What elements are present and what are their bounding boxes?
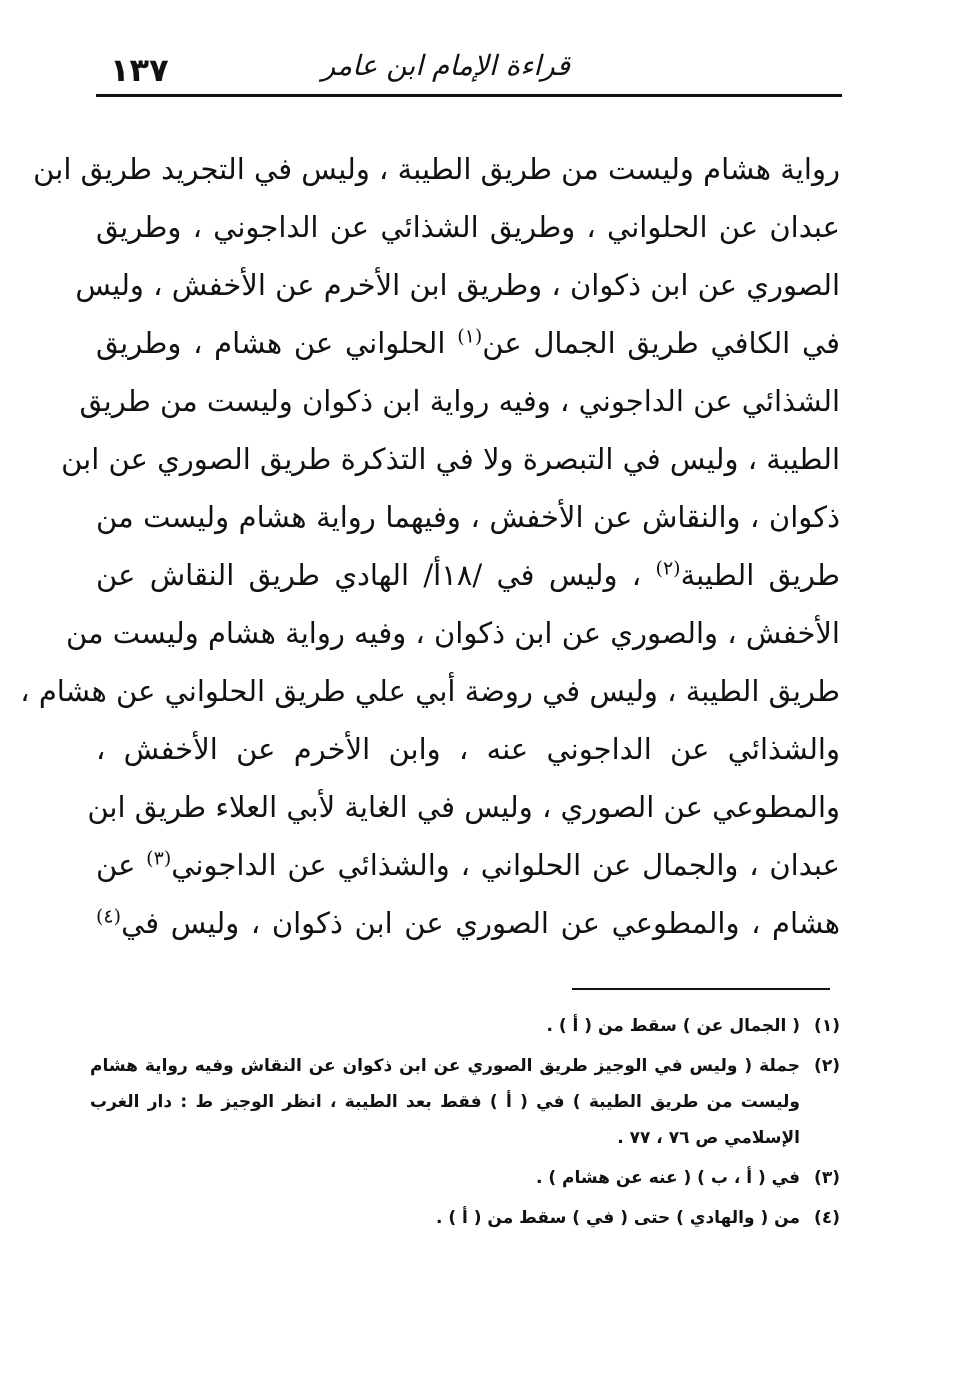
line-text: الصوري عن ابن ذكوان ، وطريق ابن الأخرم عن الأخفش ، وليس <box>75 268 840 302</box>
line-text: والشذائي عن الداجوني عنه ، وابن الأخرم عن الأخفش ، <box>96 732 840 766</box>
page-number: ١٣٧ <box>110 51 169 89</box>
line-text: الأخفش ، والصوري عن ابن ذكوان ، وفيه رواية هشام وليست من <box>65 616 840 650</box>
footnote <box>90 1200 840 1236</box>
text-line <box>96 836 840 894</box>
footnote-body <box>90 1048 800 1156</box>
line-text: طريق الطيبة <box>680 558 840 592</box>
footnotes <box>90 1008 840 1236</box>
footnote <box>90 1008 840 1044</box>
text-line <box>96 198 840 256</box>
line-text: هشام ، والمطوعي عن الصوري عن ابن ذكوان ، وليس في <box>121 906 840 940</box>
footnote-number: (٣) <box>814 1168 840 1188</box>
text-line <box>65 604 840 662</box>
main-text <box>20 140 840 952</box>
line-text: عبدان ، والجمال عن الحلواني ، والشذائي عن الداجوني <box>171 848 840 882</box>
footnote <box>90 1048 840 1156</box>
text-line <box>96 720 840 778</box>
footnote-line: الإسلامي ص ٧٦ ، ٧٧ . <box>617 1128 800 1148</box>
footnote-number: (١) <box>814 1016 840 1036</box>
text-line <box>79 372 840 430</box>
text-line <box>96 488 840 546</box>
text-line <box>20 662 840 720</box>
line-text: الشذائي عن الداجوني ، وفيه رواية ابن ذكوان وليست من طريق <box>79 384 840 418</box>
line-text: الحلواني عن هشام ، وطريق <box>96 326 458 360</box>
footnote-line: وليست من طريق الطيبة ) في ( أ ) فقط بعد الطيبة ، انظر الوجيز ط : دار الغرب <box>90 1092 800 1112</box>
footnote-number: (٤) <box>814 1208 840 1228</box>
footnote-marker: (٣) <box>146 847 172 870</box>
footnote-body <box>90 1160 800 1196</box>
footnote-marker: (١) <box>457 325 483 348</box>
footnote-body <box>90 1008 800 1044</box>
line-text: في الكافي طريق الجمال عن <box>482 326 840 360</box>
footnote-number: (٢) <box>814 1056 840 1076</box>
footnote-marker: (٢) <box>655 557 681 580</box>
line-text: عبدان عن الحلواني ، وطريق الشذائي عن الداجوني ، وطريق <box>96 210 840 244</box>
running-title: قراءة الإمام ابن عامر <box>321 49 570 82</box>
footnote-line: من ( والهادي ) حتى ( في ) سقط من ( أ ) . <box>435 1208 800 1228</box>
text-line <box>33 140 840 198</box>
line-text: الطيبة ، وليس في التبصرة ولا في التذكرة طريق الصوري عن ابن <box>61 442 840 476</box>
text-line <box>87 778 840 836</box>
footnote-line: ( الجمال عن ) سقط من ( أ ) . <box>546 1016 800 1036</box>
line-text: طريق الطيبة ، وليس في روضة أبي علي طريق الحلواني عن هشام ، <box>20 674 840 708</box>
footnote-line: في ( أ ، ب ) ( عنه عن هشام ) . <box>535 1168 800 1188</box>
text-line <box>96 894 840 952</box>
line-text: رواية هشام وليست من طريق الطيبة ، وليس في التجريد طريق ابن <box>33 152 840 186</box>
line-text: ، وليس في /١٨أ/ الهادي طريق النقاش عن <box>96 558 656 592</box>
footnote-marker: (٤) <box>96 905 122 928</box>
text-line <box>96 314 840 372</box>
footnote-body <box>90 1200 800 1236</box>
line-text: والمطوعي عن الصوري ، وليس في الغاية لأبي العلاء طريق ابن <box>87 790 840 824</box>
footnote-separator <box>572 988 830 990</box>
header-rule <box>96 94 842 97</box>
line-text: عن <box>96 848 147 882</box>
footnote <box>90 1160 840 1196</box>
text-line <box>61 430 840 488</box>
line-text: ذكوان ، والنقاش عن الأخفش ، وفيهما رواية هشام وليست من <box>96 500 840 534</box>
footnote-line: جملة ( وليس في الوجيز طريق الصوري عن ابن ذكوان عن النقاش وفيه رواية هشام <box>90 1056 800 1076</box>
text-line <box>75 256 840 314</box>
text-line <box>96 546 840 604</box>
